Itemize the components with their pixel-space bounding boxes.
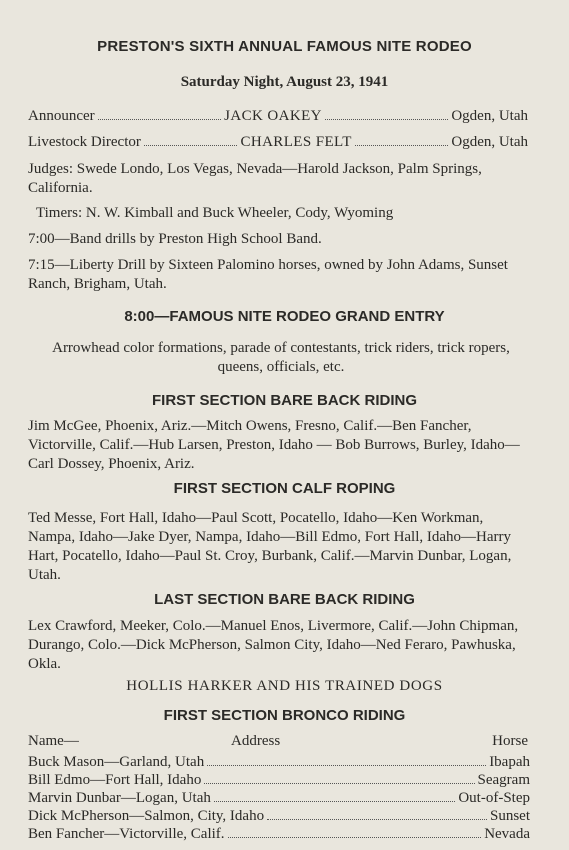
official-place: Ogden, Utah xyxy=(451,108,528,124)
section-heading: FIRST SECTION BARE BACK RIDING xyxy=(151,392,417,409)
bronco-entry: Dick McPherson—Salmon, City, Idaho xyxy=(28,808,265,824)
leader-dots xyxy=(267,819,487,820)
bronco-entry: Ben Fancher—Victorville, Calif. xyxy=(28,826,225,842)
event-date: Saturday Night, August 23, 1941 xyxy=(180,74,389,90)
bronco-row xyxy=(28,754,530,771)
special-act: HOLLIS HARKER AND HIS TRAINED DOGS xyxy=(126,678,443,694)
official-place: Ogden, Utah xyxy=(451,134,529,150)
official-name: JACK OAKEY xyxy=(224,108,322,124)
judges-text: Judges: Swede Londo, Los Vegas, Nevada—Harold Jackson, Palm Springs, California. xyxy=(28,161,482,196)
section-text: Ted Messe, Fort Hall, Idaho—Paul Scott, Pocatello, Idaho—Ken Workman, Nampa, Idaho—Jake Dyer, Nampa, Idaho—Bill Edmo, Fort Hall, Idaho—Harry Hart, Pocatello, Idaho—Paul St. Croy, Burbank, Calif.—Marvin Dunbar, Logan, Utah. xyxy=(28,510,512,583)
program-title: PRESTON'S SIXTH ANNUAL FAMOUS NITE RODEO xyxy=(97,38,472,55)
section-text: Lex Crawford, Meeker, Colo.—Manuel Enos, Livermore, Calif.—John Chipman, Durango, Colo.—Dick McPherson, Salmon City, Idaho—Ned Feraro, Pawhuska, Okla. xyxy=(28,618,519,672)
bronco-horse: Out-of-Step xyxy=(458,790,530,806)
bronco-entry: Bill Edmo—Fort Hall, Idaho xyxy=(28,772,202,788)
leader-dots xyxy=(228,837,482,838)
bronco-horse: Seagram xyxy=(477,772,530,788)
leader-dots xyxy=(144,145,238,146)
timers-text: Timers: N. W. Kimball and Buck Wheeler, Cody, Wyoming xyxy=(36,205,394,221)
bronco-row xyxy=(28,772,530,789)
official-row-livestock xyxy=(28,134,528,151)
bronco-row xyxy=(28,826,530,843)
schedule-item: 7:00—Band drills by Preston High School Band. xyxy=(28,231,322,247)
official-name: CHARLES FELT xyxy=(240,134,352,150)
grand-entry-heading: 8:00—FAMOUS NITE RODEO GRAND ENTRY xyxy=(124,308,445,325)
leader-dots xyxy=(204,783,474,784)
schedule-item: 7:15—Liberty Drill by Sixteen Palomino horses, owned by John Adams, Sunset Ranch, Brigham, Utah. xyxy=(28,257,508,292)
official-role: Livestock Director xyxy=(28,134,141,150)
grand-entry-text: Arrowhead color formations, parade of contestants, trick riders, trick ropers, queens, officials, etc. xyxy=(52,340,510,375)
bronco-row xyxy=(28,808,530,825)
leader-dots xyxy=(355,145,449,146)
section-text: Jim McGee, Phoenix, Ariz.—Mitch Owens, Fresno, Calif.—Ben Fancher, Victorville, Calif.—Hub Larsen, Preston, Idaho — Bob Burrows, Burley, Idaho—Carl Dossey, Phoenix, Ariz. xyxy=(28,418,520,472)
section-heading: LAST SECTION BARE BACK RIDING xyxy=(154,591,415,608)
col-horse-header: Horse xyxy=(492,733,528,749)
official-role: Announcer xyxy=(28,108,95,124)
leader-dots xyxy=(325,119,448,120)
leader-dots xyxy=(214,801,455,802)
col-name-header: Name— xyxy=(28,733,79,749)
bronco-entry: Marvin Dunbar—Logan, Utah xyxy=(28,790,211,806)
bronco-horse: Sunset xyxy=(489,808,530,824)
bronco-row xyxy=(28,790,530,807)
col-address-header: Address xyxy=(231,733,281,749)
leader-dots xyxy=(207,765,486,766)
bronco-heading: FIRST SECTION BRONCO RIDING xyxy=(163,707,406,724)
section-heading: FIRST SECTION CALF ROPING xyxy=(173,480,396,497)
official-row-announcer xyxy=(28,108,528,125)
bronco-entry: Buck Mason—Garland, Utah xyxy=(28,754,205,770)
leader-dots xyxy=(98,119,221,120)
bronco-horse: Ibapah xyxy=(489,754,530,770)
bronco-horse: Nevada xyxy=(484,826,530,842)
